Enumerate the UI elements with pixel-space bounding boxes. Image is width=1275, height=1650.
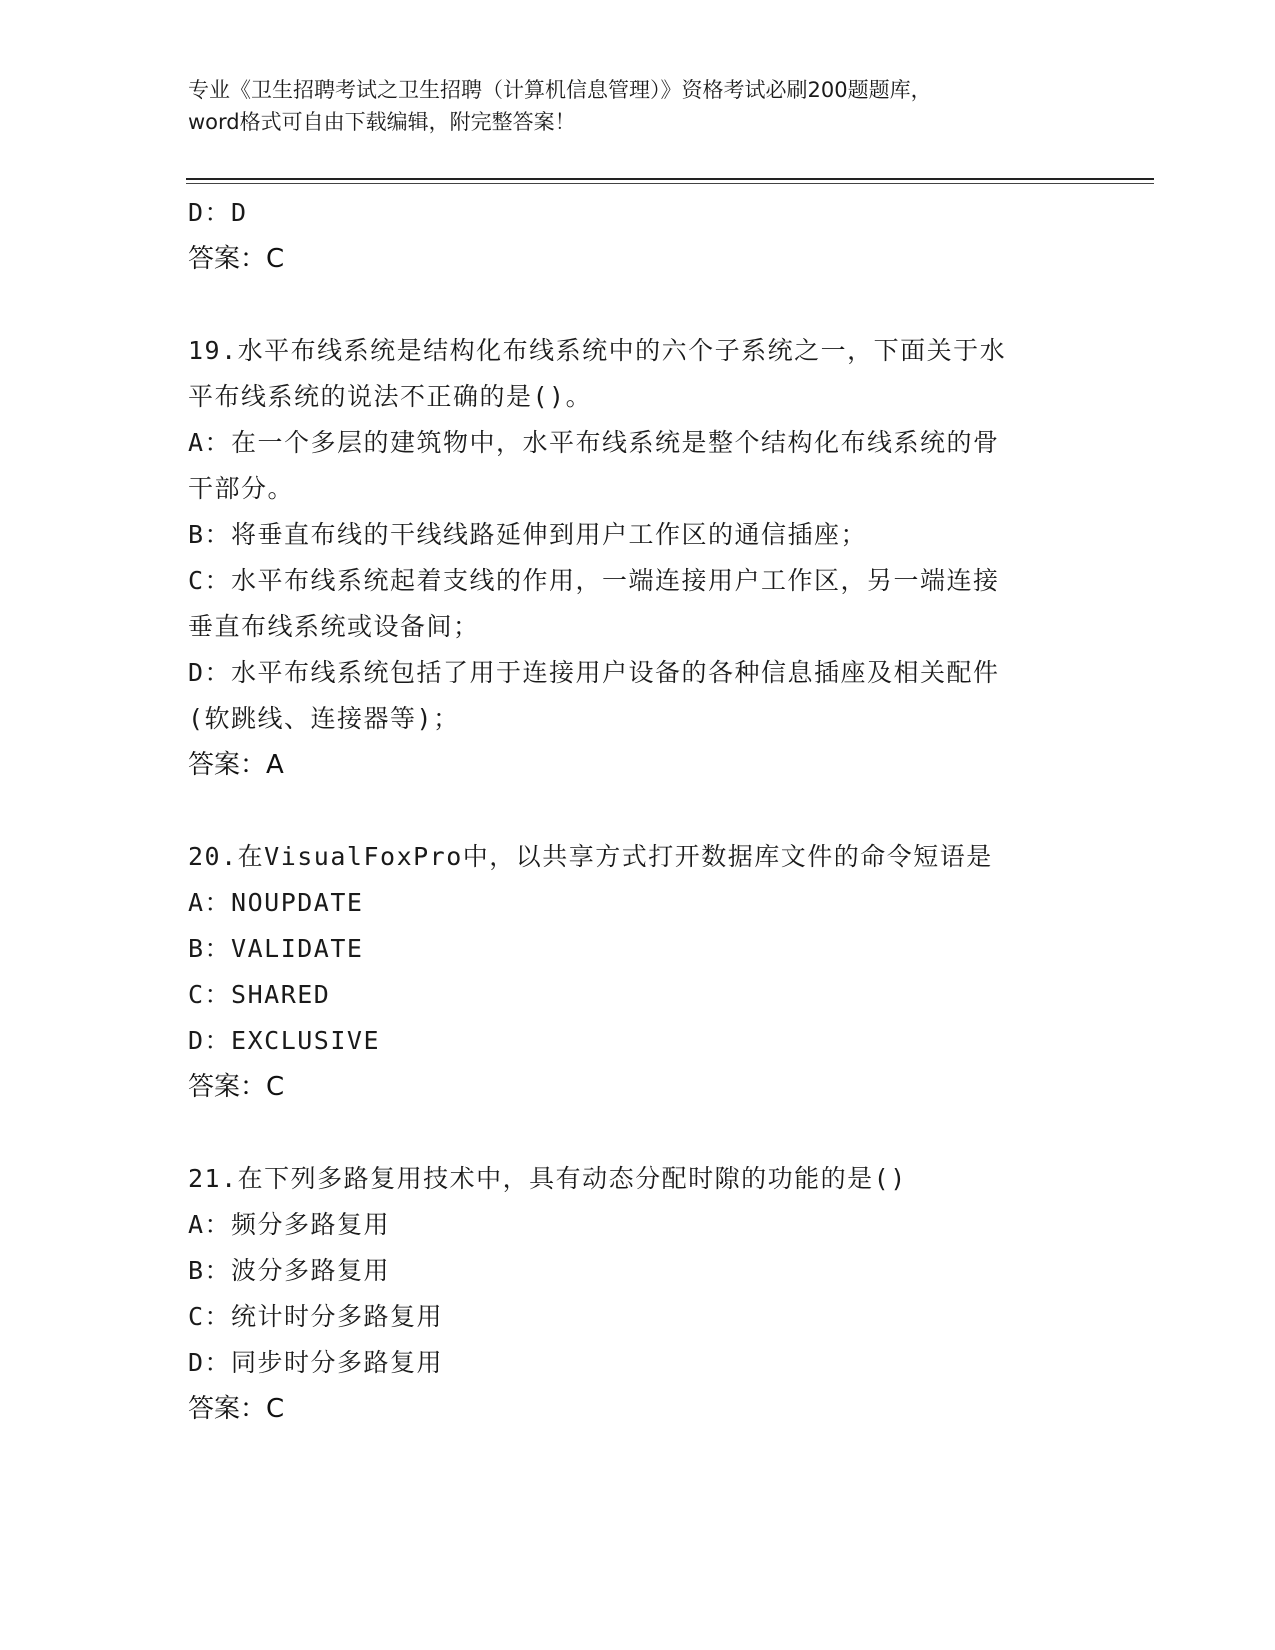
question-stem: 20.在VisualFoxPro中，以共享方式打开数据库文件的命令短语是: [188, 842, 993, 871]
question-19: [188, 328, 1088, 788]
option-c: C：水平布线系统起着支线的作用，一端连接用户工作区，另一端连接: [188, 566, 1000, 595]
option-a: A：NOUPDATE: [188, 888, 364, 917]
option-b: B：VALIDATE: [188, 934, 364, 963]
option-d: D：水平布线系统包括了用于连接用户设备的各种信息插座及相关配件: [188, 658, 1000, 687]
question-stem: 平布线系统的说法不正确的是()。: [188, 382, 593, 411]
previous-question-tail: [188, 190, 1088, 282]
option-d: D：同步时分多路复用: [188, 1348, 444, 1377]
answer-line: 答案：C: [188, 1394, 285, 1424]
question-stem: 19.水平布线系统是结构化布线系统中的六个子系统之一，下面关于水: [188, 336, 1007, 365]
option-a: A：在一个多层的建筑物中，水平布线系统是整个结构化布线系统的骨: [188, 428, 1000, 457]
header-line-2: word格式可自由下载编辑，附完整答案！: [188, 110, 576, 134]
question-spacer: [188, 282, 1088, 328]
option-a: A：频分多路复用: [188, 1210, 391, 1239]
option-a-continued: 干部分。: [188, 474, 295, 503]
option-b: B：波分多路复用: [188, 1256, 391, 1285]
question-stem: 21.在下列多路复用技术中，具有动态分配时隙的功能的是(): [188, 1164, 907, 1193]
question-spacer: [188, 788, 1088, 834]
option-b: B：将垂直布线的干线线路延伸到用户工作区的通信插座；: [188, 520, 868, 549]
answer-line: 答案：C: [188, 244, 285, 274]
document-body: [188, 190, 1088, 1432]
option-c: C：统计时分多路复用: [188, 1302, 444, 1331]
question-20: [188, 834, 1088, 1110]
header-divider-thin: [186, 183, 1154, 184]
option-d-continued: (软跳线、连接器等)；: [188, 704, 460, 733]
option-d: D：EXCLUSIVE: [188, 1026, 381, 1055]
option-c-continued: 垂直布线系统或设备间；: [188, 612, 480, 641]
answer-line: 答案：C: [188, 1072, 285, 1102]
header-divider-thick: [186, 178, 1154, 180]
question-21: [188, 1156, 1088, 1432]
option-d: D：D: [188, 198, 248, 227]
question-spacer: [188, 1110, 1088, 1156]
header-line-1: 专业《卫生招聘考试之卫生招聘（计算机信息管理）》资格考试必刷200题题库，: [188, 78, 932, 102]
page-header: [188, 74, 1088, 138]
answer-line: 答案：A: [188, 750, 284, 780]
option-c: C：SHARED: [188, 980, 331, 1009]
